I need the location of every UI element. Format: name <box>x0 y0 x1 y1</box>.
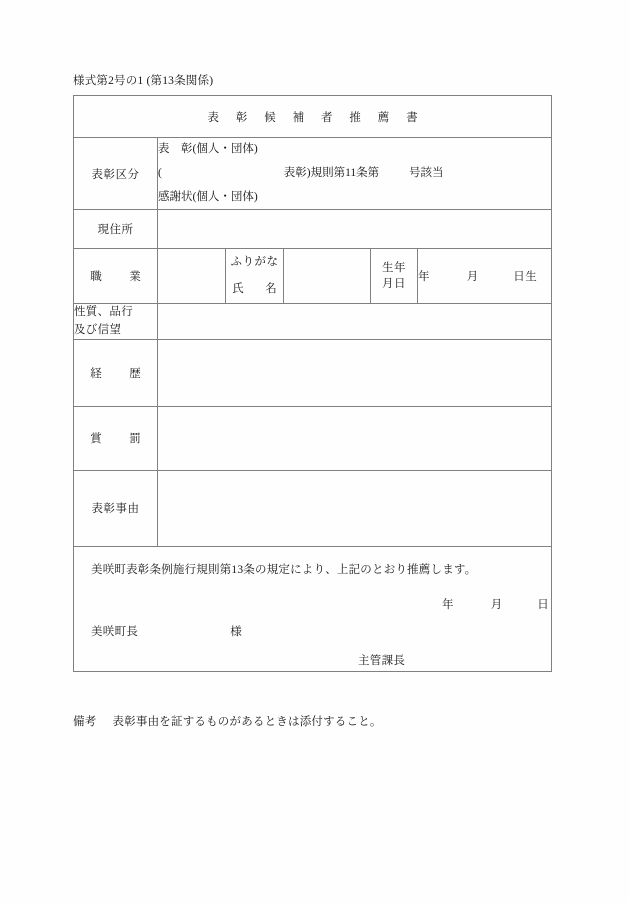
award-category-paren-open: ( <box>158 166 162 179</box>
field-award-category[interactable] <box>158 138 552 210</box>
label-occupation: 職 業 <box>74 249 158 304</box>
remarks-text: 表彰事由を証するものがあるときは添付すること。 <box>112 716 382 728</box>
label-character-line-1: 性質、品行 <box>74 306 133 319</box>
birth-month-unit: 月 <box>466 271 479 284</box>
footer-block <box>74 546 552 671</box>
footer-date[interactable] <box>442 596 549 612</box>
label-award-reason: 表彰事由 <box>74 470 158 546</box>
table-row-character <box>74 304 552 340</box>
label-birth-date-line-1: 生年 <box>382 262 406 275</box>
label-furigana: ふりがな <box>230 256 279 269</box>
table-row-career <box>74 339 552 406</box>
award-category-line-2 <box>158 162 551 186</box>
table-row-awards-punishments <box>74 406 552 470</box>
footer-year-unit: 年 <box>442 598 454 611</box>
field-birth-date[interactable] <box>418 249 552 304</box>
table-row-occupation <box>74 249 552 304</box>
award-category-line-3: 感謝状(個人・団体) <box>158 190 258 203</box>
footer-addressee-name: 美咲町長 <box>91 625 139 638</box>
birth-year-unit: 年 <box>418 271 430 284</box>
label-character-line-2: 及び信望 <box>74 323 122 336</box>
label-award-category: 表彰区分 <box>74 138 158 210</box>
label-current-address: 現住所 <box>74 210 158 249</box>
field-occupation[interactable] <box>158 249 226 304</box>
table-row-footer-statement <box>74 546 552 671</box>
remarks-label: 備考 <box>73 716 97 728</box>
label-career: 経 歴 <box>74 339 158 406</box>
award-category-item-text: 号該当 <box>409 166 444 179</box>
footer-statement: 美咲町表彰条例施行規則第13条の規定により、上記のとおり推薦します。 <box>91 563 477 576</box>
recommendation-form-table <box>73 95 552 672</box>
table-row-address <box>74 210 552 249</box>
label-name: 氏 名 <box>232 283 282 296</box>
field-name[interactable] <box>284 249 371 304</box>
label-name-block <box>226 249 284 304</box>
field-award-reason[interactable] <box>158 470 552 546</box>
label-awards-punishments: 賞 罰 <box>74 406 158 470</box>
table-row-title <box>74 96 552 138</box>
footer-addressee <box>91 623 242 639</box>
form-number: 様式第2号の1 (第13条関係) <box>73 75 214 87</box>
footer-day-unit: 日 <box>537 598 550 611</box>
table-row-award-category <box>74 138 552 210</box>
label-character <box>74 304 158 340</box>
birth-day-unit: 日生 <box>513 271 538 284</box>
field-character[interactable] <box>158 304 552 340</box>
table-row-award-reason <box>74 470 552 546</box>
award-category-rule-text: 表彰)規則第11条第 <box>283 166 380 179</box>
field-career[interactable] <box>158 339 552 406</box>
label-birth-date-line-2: 月日 <box>382 278 406 291</box>
label-birth-date <box>371 249 418 304</box>
field-current-address[interactable] <box>158 210 552 249</box>
field-awards-punishments[interactable] <box>158 406 552 470</box>
footer-signer: 主管課長 <box>358 654 406 667</box>
footer-month-unit: 月 <box>490 598 503 611</box>
footer-honorific: 様 <box>230 625 243 638</box>
form-title: 表 彰 候 補 者 推 薦 書 <box>74 96 552 138</box>
award-category-line-1: 表 彰(個人・団体) <box>158 143 258 155</box>
remarks-line <box>73 713 382 729</box>
